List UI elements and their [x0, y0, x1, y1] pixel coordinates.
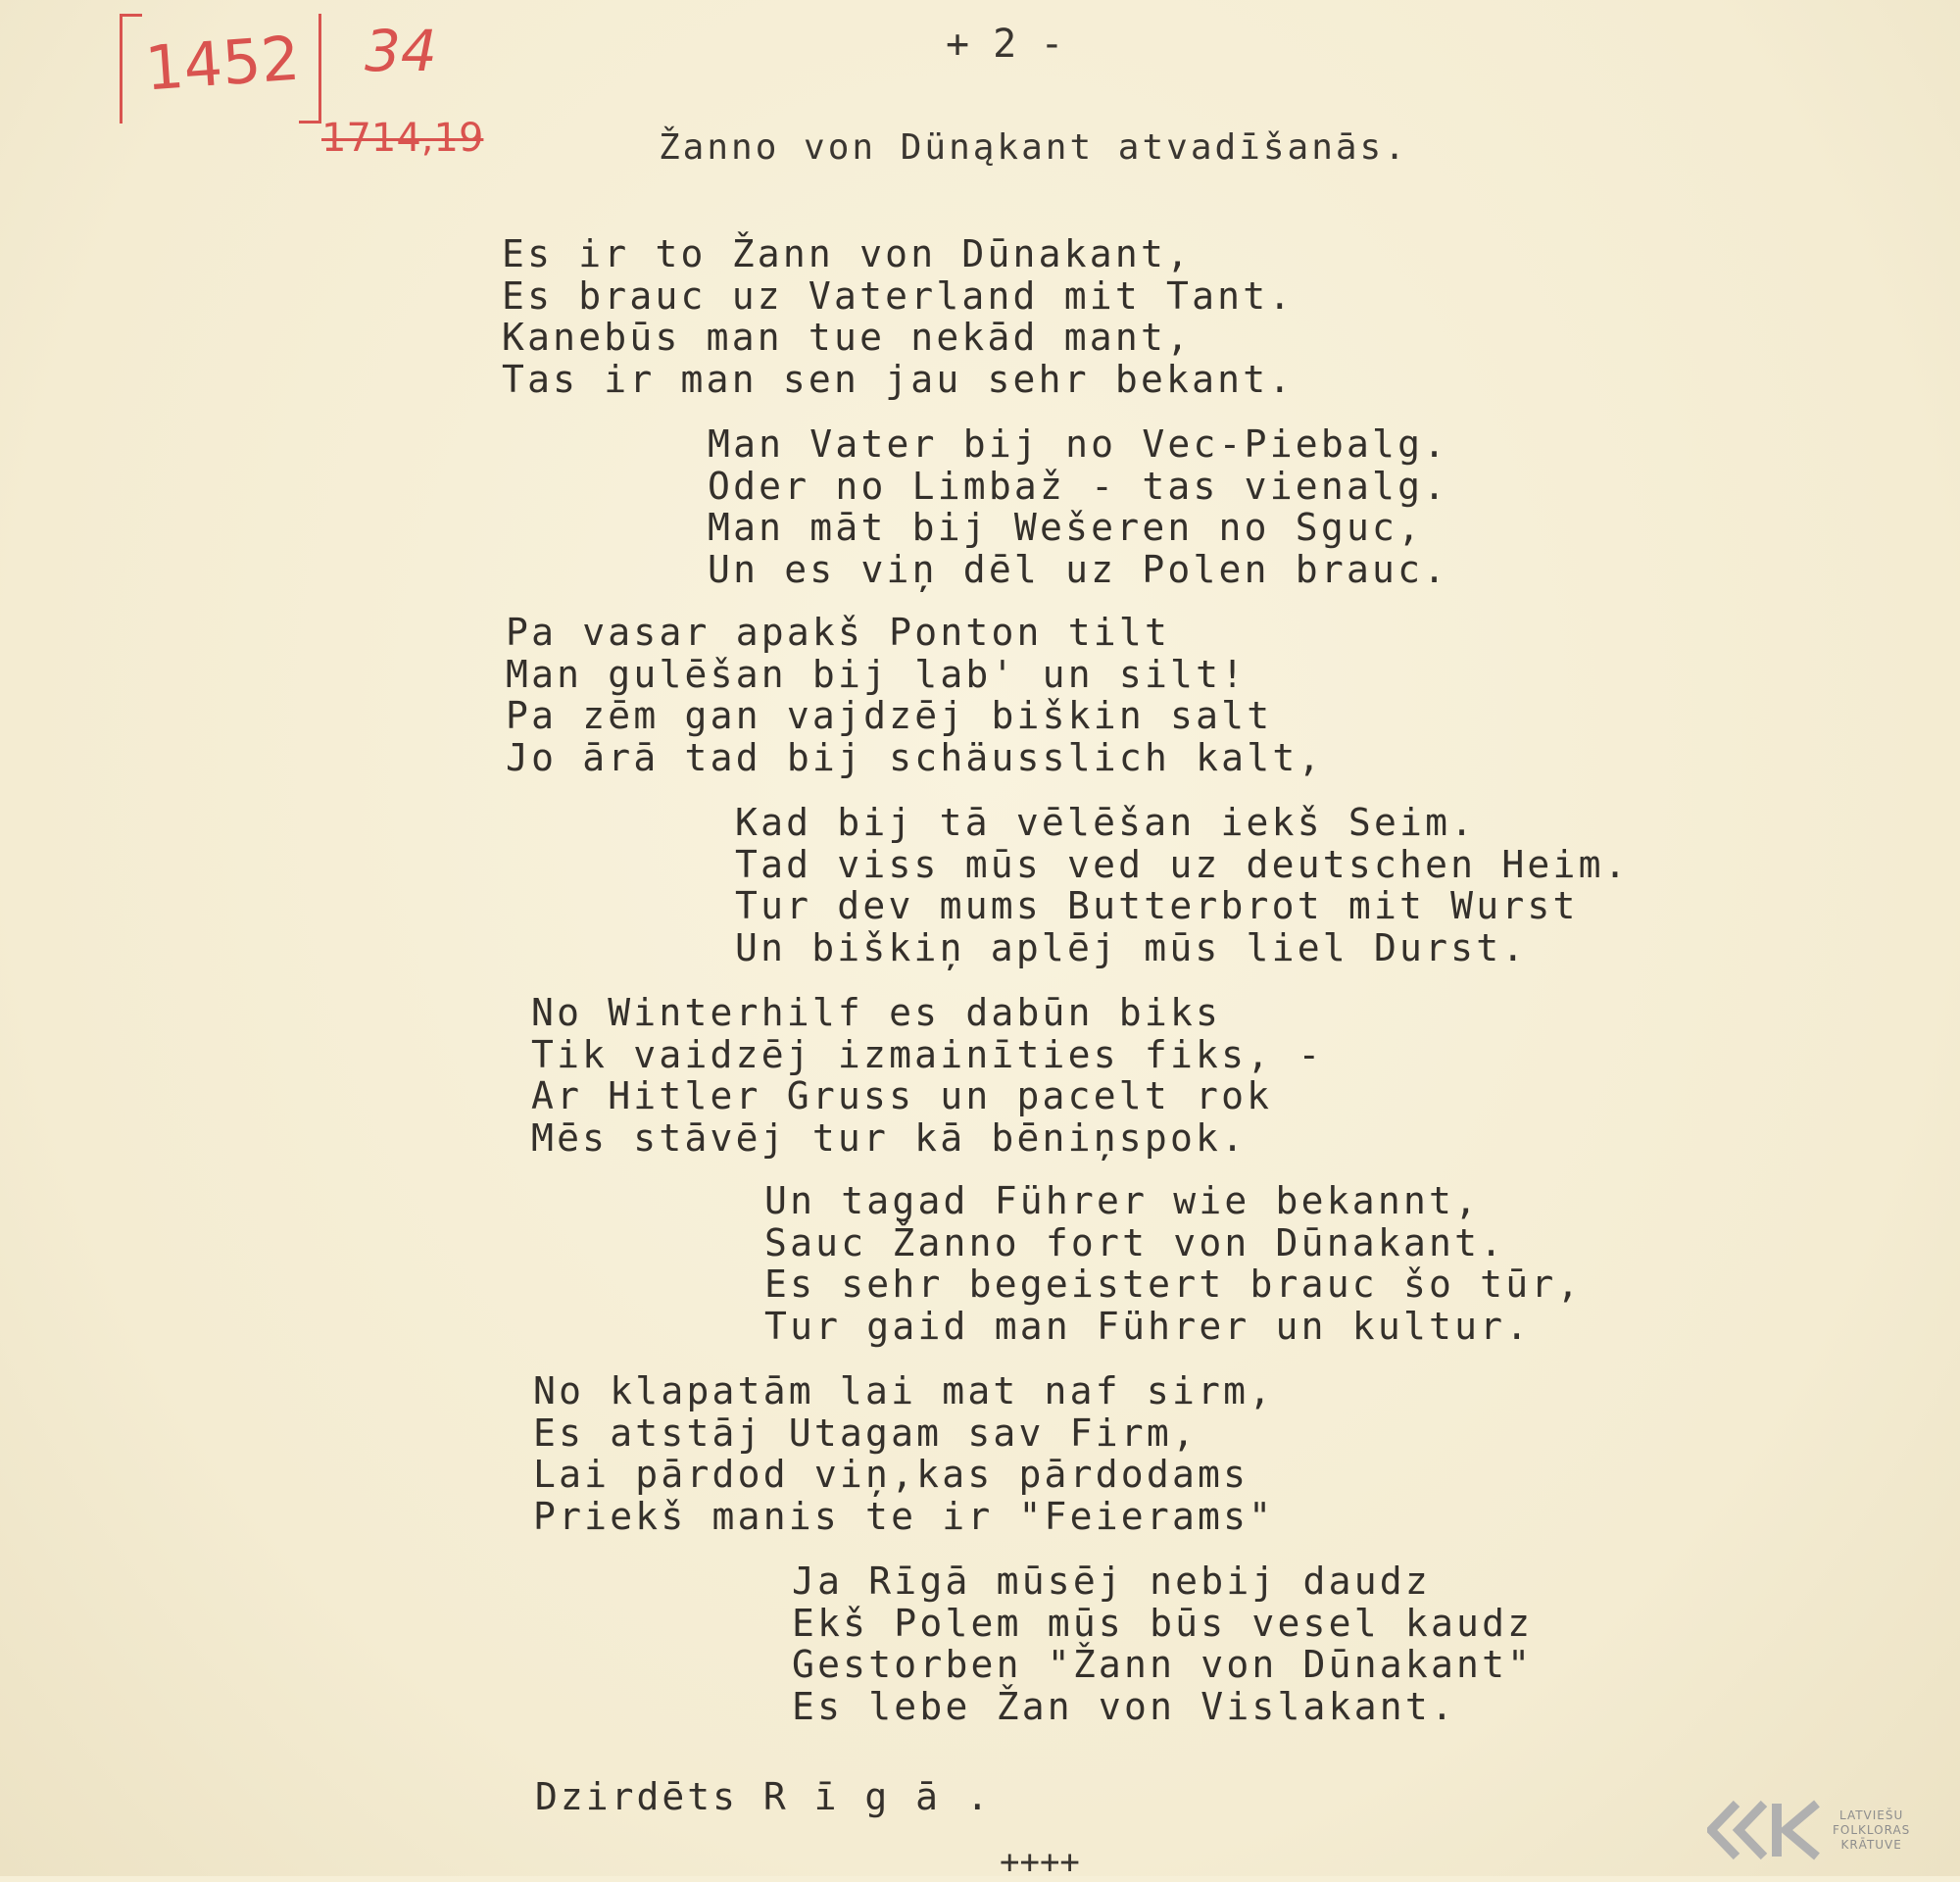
poem-line: Es brauc uz Vaterland mit Tant.: [502, 273, 1295, 318]
poem-line: Es sehr begeistert brauc šo tūr,: [764, 1263, 1583, 1306]
poem-line: Tur gaid man Führer un kultur.: [764, 1304, 1532, 1348]
logo-line: KRĀTUVE: [1840, 1837, 1902, 1852]
poem-title: Žanno von Dünąkant atvadīšanās.: [659, 127, 1408, 168]
crossed-out-number: 1714,19: [321, 116, 484, 161]
poem-line: Sauc Žanno fort von Dūnakant.: [764, 1220, 1506, 1264]
poem-line: Un es viņ dēl uz Polen brauc.: [708, 547, 1449, 591]
poem-line: Pa vasar apakš Ponton tilt: [506, 611, 1171, 654]
closing-note: Dzirdēts R ī g ā .: [535, 1775, 992, 1818]
stanza-2: [708, 423, 1448, 590]
poem-line: Gestorben "Žann von Dūnakant": [792, 1643, 1534, 1686]
poem-line: Pa zēm gan vajdzēj biškin salt: [506, 694, 1273, 737]
poem-line: Man Vater bij no Vec-Piebalg.: [708, 422, 1449, 466]
stanza-8: [792, 1560, 1533, 1727]
stanza-1: [502, 233, 1294, 400]
poem-line: Kanebūs man tue nekād mant,: [502, 316, 1193, 359]
poem-line: Tas ir man sen jau sehr bekant.: [502, 357, 1295, 401]
poem-line: Mēs stāvēj tur kā bēniņspok.: [531, 1115, 1248, 1160]
poem-line: No klapatām lai mat naf sirm,: [533, 1369, 1275, 1412]
end-mark: ++++: [1000, 1843, 1080, 1882]
poem-line: Lai pārdod viņ,kas pārdodams: [533, 1453, 1250, 1496]
poem-line: Un tagad Führer wie bekannt,: [764, 1179, 1481, 1222]
poem-line: Priekš manis te ir "Feierams": [533, 1494, 1275, 1538]
stanza-7: [533, 1370, 1274, 1537]
poem-line: Kad bij tā vēlēšan iekš Seim.: [735, 801, 1477, 844]
poem-line: Tik vaidzēj izmainīties fiks, -: [531, 1032, 1324, 1076]
poem-line: Ja Rīgā mūsēj nebij daudz: [792, 1560, 1431, 1603]
archive-logo: [1707, 1796, 1942, 1864]
page-mark: + 2 -: [946, 22, 1064, 67]
poem-line: Es lebe Žan von Vislakant.: [792, 1684, 1457, 1728]
stanza-6: [764, 1180, 1583, 1347]
logo-text: [1833, 1808, 1910, 1853]
poem-line: Tur dev mums Butterbrot mit Wurst: [735, 884, 1579, 927]
poem-line: Oder no Limbaž - tas vienalg.: [708, 464, 1449, 508]
lfk-logo-icon: [1707, 1800, 1825, 1860]
poem-line: Ar Hitler Gruss un pacelt rok: [531, 1074, 1273, 1117]
page-number: 34: [365, 18, 437, 84]
logo-line: FOLKLORAS: [1833, 1822, 1911, 1837]
stanza-5: [531, 992, 1323, 1159]
poem-line: No Winterhilf es dabūn biks: [531, 991, 1222, 1034]
poem-line: Es ir to Žann von Dūnakant,: [502, 232, 1193, 275]
poem-line: Tad viss mūs ved uz deutschen Heim.: [735, 842, 1630, 886]
archive-number: 1452: [142, 22, 303, 105]
poem-line: Ekš Polem mūs būs vesel kaudz: [792, 1601, 1534, 1645]
poem-line: Man gulēšan bij lab' un silt!: [506, 652, 1248, 696]
stanza-4: [735, 802, 1630, 968]
poem-line: Es atstāj Utagam sav Firm,: [533, 1411, 1199, 1455]
stanza-3: [506, 612, 1324, 778]
poem-line: Un biškiņ aplēj mūs liel Durst.: [735, 925, 1528, 969]
logo-line: LATVIEŠU: [1838, 1808, 1904, 1822]
poem-line: Man māt bij Wešeren no Sguc,: [708, 506, 1424, 549]
poem-line: Jo ārā tad bij schäusslich kalt,: [506, 735, 1324, 779]
